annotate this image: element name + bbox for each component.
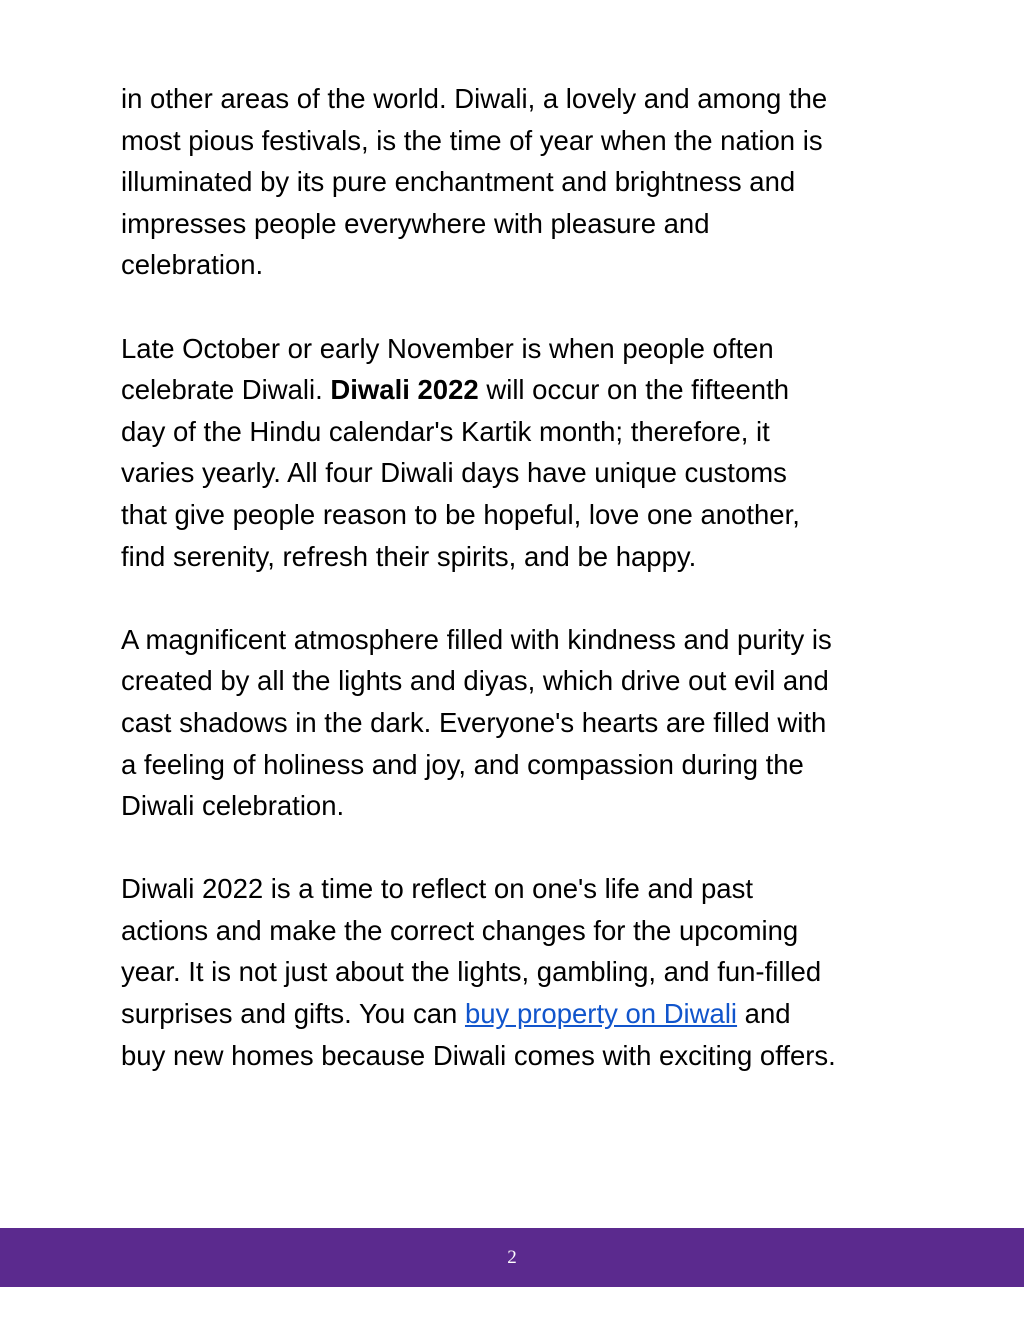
paragraph-line: created by all the lights and diyas, which drive out evil and bbox=[121, 665, 829, 697]
paragraph-line: a feeling of holiness and joy, and compassion during the bbox=[121, 748, 804, 780]
paragraph-line: varies yearly. All four Diwali days have unique customs bbox=[121, 457, 787, 489]
paragraph-line: celebration. bbox=[121, 249, 264, 281]
line-text: and bbox=[737, 998, 791, 1030]
buy-property-link[interactable]: buy property on Diwali bbox=[464, 998, 738, 1030]
paragraph-line: Diwali 2022 is a time to reflect on one's life and past bbox=[121, 873, 753, 905]
document-body bbox=[121, 78, 921, 1118]
paragraph-line: actions and make the correct changes for the upcoming bbox=[121, 914, 799, 946]
paragraph-3 bbox=[121, 619, 921, 827]
paragraph-line: find serenity, refresh their spirits, and be happy. bbox=[121, 540, 697, 572]
paragraph-line: that give people reason to be hopeful, love one another, bbox=[121, 498, 800, 530]
paragraph-line: day of the Hindu calendar's Kartik month; therefore, it bbox=[121, 415, 770, 447]
paragraph-line: in other areas of the world. Diwali, a lovely and among the bbox=[121, 83, 828, 114]
paragraph-line: year. It is not just about the lights, gambling, and fun-filled bbox=[121, 956, 822, 988]
paragraph-line bbox=[121, 369, 921, 411]
paragraph-line: cast shadows in the dark. Everyone's hearts are filled with bbox=[121, 706, 827, 738]
paragraph-1 bbox=[121, 78, 921, 286]
line-text: surprises and gifts. You can bbox=[121, 998, 465, 1030]
paragraph-line bbox=[121, 993, 921, 1035]
paragraph-2 bbox=[121, 328, 921, 578]
line-text: celebrate Diwali. bbox=[121, 374, 331, 406]
paragraph-line: most pious festivals, is the time of year when the nation is bbox=[121, 124, 823, 156]
paragraph-line: buy new homes because Diwali comes with exciting offers. bbox=[121, 1039, 836, 1071]
paragraph-line: A magnificent atmosphere filled with kindness and purity is bbox=[121, 623, 832, 655]
paragraph-line: illuminated by its pure enchantment and brightness and bbox=[121, 166, 796, 198]
diwali-2022-keyword: Diwali 2022 bbox=[330, 374, 479, 406]
paragraph-4 bbox=[121, 868, 921, 1076]
page-number: 2 bbox=[507, 1247, 517, 1268]
paragraph-line: Late October or early November is when people often bbox=[121, 332, 774, 364]
paragraph-line: Diwali celebration. bbox=[121, 790, 345, 822]
footer-bar bbox=[0, 1228, 1024, 1287]
paragraph-line: impresses people everywhere with pleasure and bbox=[121, 207, 710, 239]
line-text: will occur on the fifteenth bbox=[478, 374, 790, 406]
